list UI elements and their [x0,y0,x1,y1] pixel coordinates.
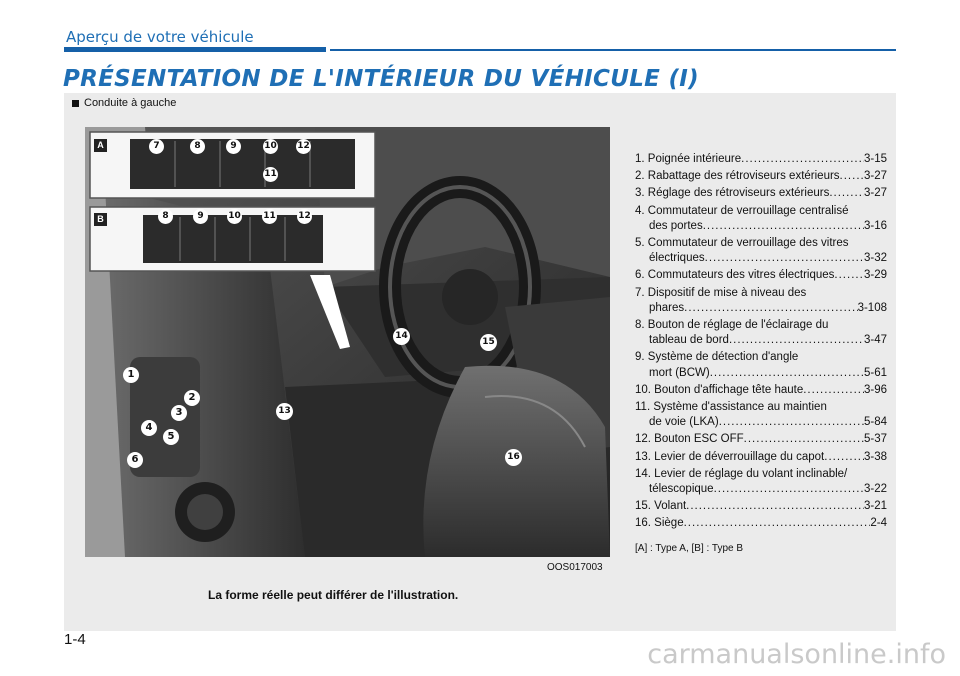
inset-b-number: 11 [262,209,277,224]
legend-page: 3-32 [863,252,887,265]
legend-text: 4. Commutateur de verrouillage centralisé [635,204,849,217]
legend-item [635,152,887,167]
legend-item [635,432,887,447]
inset-a-number: 10 [263,139,278,154]
legend-item [635,186,887,201]
legend-text: 6. Commutateurs des vitres électriques [635,269,835,282]
legend-text: 8. Bouton de réglage de l'éclairage du [635,319,829,332]
inset-a-number: 12 [296,139,311,154]
legend-page: 3-16 [863,219,887,232]
legend-page: 3-22 [863,483,887,496]
callout-2: 2 [184,390,200,406]
inset-b-number: 8 [158,209,173,224]
callout-6: 6 [127,452,143,468]
legend-page: 3-15 [863,153,887,165]
legend-text: 15. Volant [635,500,687,513]
inset-b-number: 10 [227,209,242,224]
callout-4: 4 [141,420,157,436]
legend-item [635,204,887,234]
legend-page: 5-61 [863,366,887,379]
legend-page: 3-38 [863,450,887,463]
figure-code: OOS017003 [547,562,603,573]
legend-page: 3-27 [863,170,887,183]
inset-b-number: 9 [193,209,208,224]
callout-15: 15 [480,334,497,351]
callout-14: 14 [393,328,410,345]
legend-item [635,450,887,465]
page-number: 1-4 [64,631,86,648]
legend-text: 7. Dispositif de mise à niveau des [635,286,807,299]
legend-item [635,236,887,266]
legend-text: télescopique [649,483,714,496]
legend-text: 5. Commutateur de verrouillage des vitres [635,237,849,250]
legend-list [635,152,887,534]
legend-item [635,169,887,184]
callout-5: 5 [163,429,179,445]
legend-item [635,516,887,531]
drive-side-label [72,97,176,109]
inset-b-number: 12 [297,209,312,224]
header-rule-thin [330,49,896,51]
inset-a-number: 8 [190,139,205,154]
watermark: carmanualsonline.info [647,639,946,670]
legend-text: des portes [649,219,703,232]
legend-text: de voie (LKA) [649,416,719,429]
legend-page: 3-96 [863,383,887,396]
legend-text: 3. Réglage des rétroviseurs extérieurs [635,187,830,200]
legend-page: 2-4 [870,517,887,530]
legend-page: 5-37 [863,433,887,446]
legend-page: 3-27 [863,187,887,200]
legend-text: électriques [649,252,705,265]
legend-page: 3-108 [857,301,887,314]
square-bullet-icon [72,100,79,107]
legend-text: 9. Système de détection d'angle [635,351,799,364]
types-note: [A] : Type A, [B] : Type B [635,543,744,554]
legend-item [635,350,887,380]
legend-page: 5-84 [863,416,887,429]
legend-text: 14. Levier de réglage du volant inclinable/ [635,467,848,480]
page-title: PRÉSENTATION DE L'INTÉRIEUR DU VÉHICULE (I) [63,66,699,92]
callout-13: 13 [276,403,293,420]
interior-illustration [85,127,610,557]
legend-page: 3-29 [863,269,887,282]
legend-text: 2. Rabattage des rétroviseurs extérieurs [635,170,840,183]
legend-item [635,400,887,430]
legend-page: 3-47 [863,334,887,347]
callout-3: 3 [171,405,187,421]
legend-text: 13. Levier de déverrouillage du capot [635,450,825,463]
inset-a-label: A [94,139,107,152]
inset-b-label: B [94,213,107,226]
legend-text: 1. Poignée intérieure [635,153,742,165]
legend-item [635,499,887,514]
inset-a-number: 11 [263,167,278,182]
legend-item [635,318,887,348]
legend-text: phares [649,301,685,314]
legend-item [635,467,887,497]
callout-16: 16 [505,449,522,466]
legend-text: 10. Bouton d'affichage tête haute [635,383,804,396]
legend-text: 16. Siège [635,517,684,530]
legend-text: mort (BCW) [649,366,710,379]
figure-note: La forme réelle peut différer de l'illustration. [208,588,459,602]
legend-item [635,383,887,398]
legend-item [635,286,887,316]
drive-side-text: Conduite à gauche [84,97,177,109]
callout-1: 1 [123,367,139,383]
inset-a-number: 7 [149,139,164,154]
legend-text: tableau de bord [649,334,729,347]
header-rule-thick [64,47,326,52]
inset-a-number: 9 [226,139,241,154]
legend-text: 12. Bouton ESC OFF [635,433,744,446]
legend-page: 3-21 [863,500,887,513]
legend-item [635,268,887,283]
section-title: Aperçu de votre véhicule [66,28,254,46]
legend-text: 11. Système d'assistance au maintien [635,401,827,414]
